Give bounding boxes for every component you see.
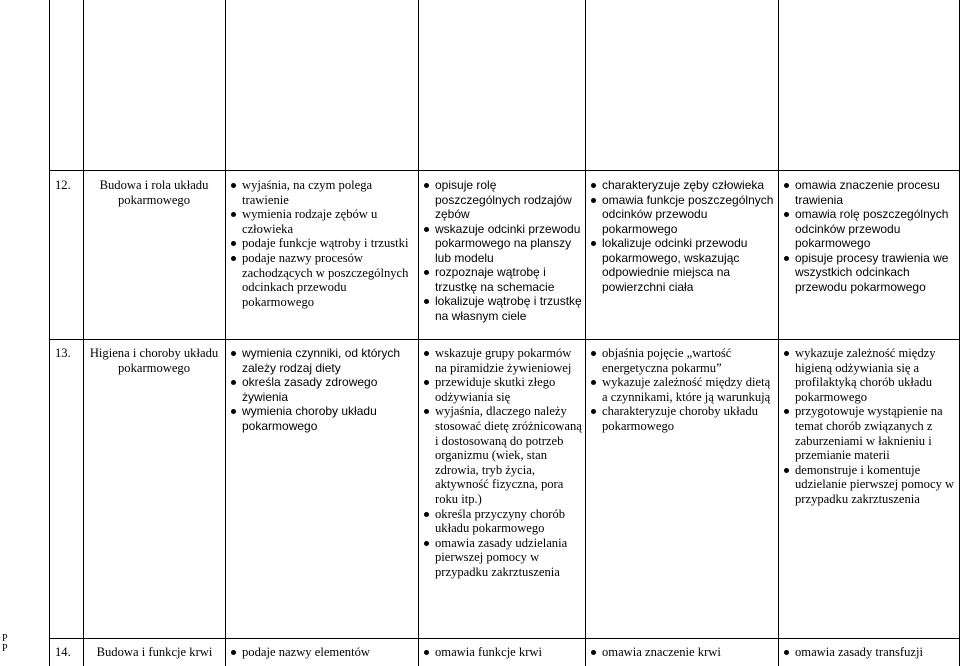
requirements-col1 — [230, 346, 416, 433]
row-topic: Budowa i funkcje krwi — [96, 645, 213, 659]
list-item: określa zasady zdrowego żywienia — [230, 375, 416, 404]
requirements-col1 — [230, 645, 416, 660]
list-item: objaśnia pojęcie „wartość energetyczna pokarmu” — [590, 346, 776, 375]
list-item: podaje funkcje wątroby i trzustki — [230, 236, 420, 251]
row-number: 13. — [55, 346, 71, 360]
table-divider-4 — [585, 0, 586, 666]
list-item: opisuje procesy trawienia we wszystkich odcinkach przewodu pokarmowego — [783, 251, 957, 295]
row-separator-13-14 — [49, 638, 960, 639]
requirements-col2 — [423, 645, 583, 660]
list-item: omawia zasady udzielania pierwszej pomocy w przypadku zakrztuszenia — [423, 536, 583, 580]
list-item: wymienia rodzaje zębów u człowieka — [230, 207, 420, 236]
list-item: wykazuje zależność między higieną odżywiania się a profilaktyką chorób układu pokarmowego — [783, 346, 957, 404]
table-divider-5 — [778, 0, 779, 666]
table-divider-1 — [83, 0, 84, 666]
list-item: rozpoznaje wątrobę i trzustkę na schemacie — [423, 265, 583, 294]
list-item: lokalizuje odcinki przewodu pokarmowego, wskazując odpowiednie miejsca na powierzchni ciała — [590, 236, 776, 294]
list-item: omawia zasady transfuzji — [783, 645, 957, 660]
requirements-col2 — [423, 346, 583, 580]
table-divider-2 — [225, 0, 226, 666]
row-separator-12-13 — [49, 339, 960, 340]
list-item: przygotowuje wystąpienie na temat chorób związanych z zaburzeniami w łaknieniu i przemianie materii — [783, 404, 957, 462]
requirements-col1 — [230, 178, 420, 309]
table-border-left — [49, 0, 50, 666]
requirements-col3 — [590, 346, 776, 434]
list-item: charakteryzuje choroby układu pokarmowego — [590, 404, 776, 433]
requirements-col4 — [783, 645, 957, 660]
row-number: 12. — [55, 178, 71, 192]
list-item: omawia rolę poszczególnych odcinków przewodu pokarmowego — [783, 207, 957, 251]
requirements-col4 — [783, 178, 957, 294]
list-item: wymienia choroby układu pokarmowego — [230, 404, 416, 433]
list-item: lokalizuje wątrobę i trzustkę na własnym ciele — [423, 294, 583, 323]
requirements-col3 — [590, 178, 776, 294]
list-item: omawia funkcje poszczególnych odcinków przewodu pokarmowego — [590, 193, 776, 237]
list-item: przewiduje skutki złego odżywiania się — [423, 375, 583, 404]
list-item: wyjaśnia, dlaczego należy stosować dietę zróżnicowaną i dostosowaną do potrzeb organizmu (wiek, stan zdrowia, tryb życia, aktywność fizyczna, pora roku itp.) — [423, 404, 583, 506]
list-item: podaje nazwy procesów zachodzących w poszczególnych odcinkach przewodu pokarmowego — [230, 251, 420, 309]
list-item: omawia znaczenie krwi — [590, 645, 776, 660]
list-item: opisuje rolę poszczególnych rodzajów zębów — [423, 178, 583, 222]
list-item: charakteryzuje zęby człowieka — [590, 178, 776, 193]
row-separator-top — [49, 170, 960, 171]
list-item: wykazuje zależność między dietą a czynnikami, które ją warunkują — [590, 375, 776, 404]
list-item: wyjaśnia, na czym polega trawienie — [230, 178, 420, 207]
list-item: wymienia czynniki, od których zależy rodzaj diety — [230, 346, 416, 375]
list-item: omawia znaczenie procesu trawienia — [783, 178, 957, 207]
list-item: podaje nazwy elementów — [230, 645, 416, 660]
table-divider-3 — [418, 0, 419, 666]
requirements-col4 — [783, 346, 957, 507]
requirements-col3 — [590, 645, 776, 660]
row-number: 14. — [55, 645, 71, 659]
list-item: określa przyczyny chorób układu pokarmowego — [423, 507, 583, 536]
row-topic: Higiena i choroby układu pokarmowego — [89, 346, 219, 375]
margin-mark: P P — [2, 633, 8, 654]
list-item: wskazuje odcinki przewodu pokarmowego na planszy lub modelu — [423, 222, 583, 266]
list-item: omawia funkcje krwi — [423, 645, 583, 660]
list-item: wskazuje grupy pokarmów na piramidzie żywieniowej — [423, 346, 583, 375]
list-item: demonstruje i komentuje udzielanie pierwszej pomocy w przypadku zakrztuszenia — [783, 463, 957, 507]
requirements-col2 — [423, 178, 583, 323]
row-topic: Budowa i rola układu pokarmowego — [99, 178, 209, 207]
